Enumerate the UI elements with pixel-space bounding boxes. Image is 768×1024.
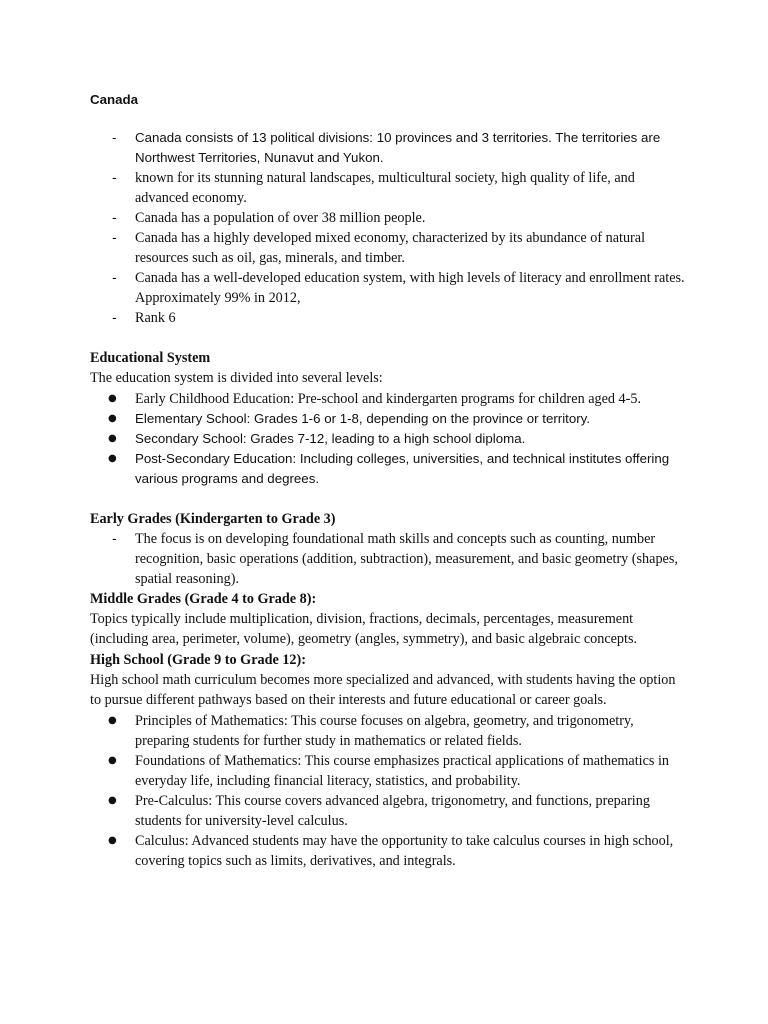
middle-grades-text: Topics typically include multiplication, division, fractions, decimals, percentages, measurement (including area, perimeter, volume), geometry (angles, symmetry), and basic algebraic concepts. — [90, 610, 638, 647]
list-item: - Canada has a population of over 38 million people. — [90, 208, 690, 228]
list-item: ● Early Childhood Education: Pre-school and kindergarten programs for children aged 4-5. — [90, 389, 690, 409]
list-item: ● Post-Secondary Education: Including colleges, universities, and technical institutes offering various programs and degrees. — [90, 449, 690, 489]
education-levels-list — [90, 389, 690, 489]
list-item: - Rank 6 — [90, 308, 690, 328]
education-intro: The education system is divided into several levels: — [90, 370, 383, 386]
list-item: - The focus is on developing foundational math skills and concepts such as counting, number recognition, basic operations (addition, subtraction), measurement, and basic geometry (shapes, spatial reasoning). — [90, 529, 690, 589]
document-title: Canada — [90, 92, 139, 107]
high-school-courses-list — [90, 711, 690, 871]
list-item: - known for its stunning natural landscapes, multicultural society, high quality of life, and advanced economy. — [90, 168, 690, 208]
list-item: ● Foundations of Mathematics: This course emphasizes practical applications of mathematics in everyday life, including financial literacy, statistics, and probability. — [90, 751, 690, 791]
early-grades-heading: Early Grades (Kindergarten to Grade 3) — [90, 510, 336, 527]
high-school-heading: High School (Grade 9 to Grade 12): — [90, 651, 306, 668]
list-item: - Canada consists of 13 political divisions: 10 provinces and 3 territories. The territories are Northwest Territories, Nunavut and Yukon. — [90, 128, 690, 168]
document-content — [90, 90, 690, 871]
high-school-text: High school math curriculum becomes more specialized and advanced, with students having the option to pursue different pathways based on their interests and future educational or career goals. — [90, 671, 676, 708]
middle-grades-heading: Middle Grades (Grade 4 to Grade 8): — [90, 590, 317, 607]
list-item: - Canada has a well-developed education system, with high levels of literacy and enrollment rates. Approximately 99% in 2012, — [90, 268, 690, 308]
list-item: ● Elementary School: Grades 1-6 or 1-8, depending on the province or territory. — [90, 409, 690, 429]
list-item: ● Pre-Calculus: This course covers advanced algebra, trigonometry, and functions, preparing students for university-level calculus. — [90, 791, 690, 831]
early-grades-list — [90, 529, 690, 589]
list-item: ● Calculus: Advanced students may have the opportunity to take calculus courses in high school, covering topics such as limits, derivatives, and integrals. — [90, 831, 690, 871]
list-item: - Canada has a highly developed mixed economy, characterized by its abundance of natural resources such as oil, gas, minerals, and timber. — [90, 228, 690, 268]
list-item: ● Secondary School: Grades 7-12, leading to a high school diploma. — [90, 429, 690, 449]
intro-list — [90, 128, 690, 328]
education-heading: Educational System — [90, 350, 211, 366]
list-item: ● Principles of Mathematics: This course focuses on algebra, geometry, and trigonometry, preparing students for further study in mathematics or related fields. — [90, 711, 690, 751]
